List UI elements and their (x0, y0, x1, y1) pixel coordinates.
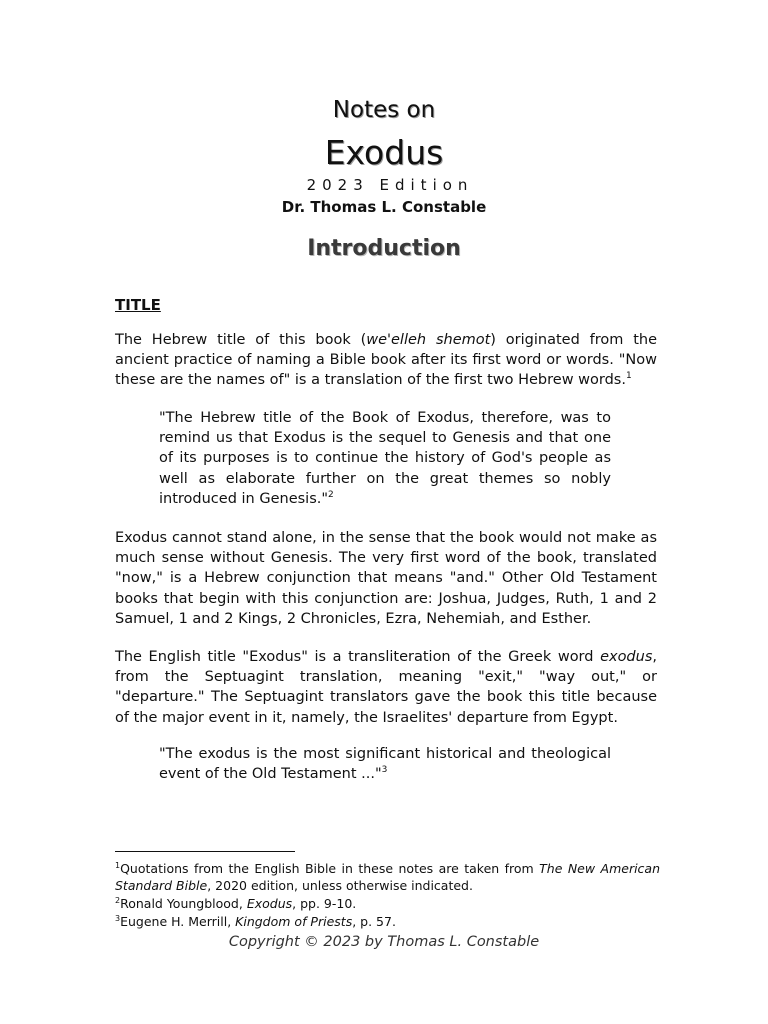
paragraph-genesis-sequel: Exodus cannot stand alone, in the sense that the book would not make as much sense without Genesis. The very first word of the book, translated "now," is a Hebrew conjunction that means "and." Other Old Testament books that begin with this conjunction are: Joshua, Judges, Ruth, 1 and 2 Samuel, 1 and 2 Kings, 2 Chronicles, Ezra, Nehemiah, and Esther. (115, 530, 657, 627)
hebrew-title-italic: we'elleh shemot (366, 332, 491, 348)
footnote-2 (115, 895, 660, 912)
footnote-3 (115, 913, 660, 930)
greek-word-italic: exodus (600, 649, 653, 665)
footnote-ref-3[interactable]: 3 (381, 765, 388, 776)
paragraph-text: The Hebrew title of this book ( (115, 332, 367, 348)
footnote-1 (115, 860, 660, 894)
author-name: Dr. Thomas L. Constable (281, 198, 487, 216)
footnote-text: , pp. 9-10. (292, 896, 357, 911)
block-quote-merrill (159, 744, 611, 784)
paragraph-english-title (115, 647, 657, 728)
section-heading-title: TITLE (115, 296, 161, 314)
footnote-italic: Exodus (246, 896, 293, 911)
footnote-ref-1[interactable]: 1 (625, 371, 632, 382)
footnote-number: 1 (115, 861, 121, 870)
book-title: Exodus (324, 133, 444, 172)
footnote-italic: Kingdom of Priests (235, 914, 353, 929)
footnote-number: 3 (115, 914, 121, 923)
quote-text: "The exodus is the most significant historical and theological event of the Old Testament ..." (159, 746, 611, 783)
footnote-ref-2[interactable]: 2 (328, 489, 334, 500)
block-quote-youngblood (159, 408, 611, 509)
paragraph-text: , from the Septuagint translation, meaning "exit," "way out," or "departure." The Septuagint translators gave the book this title because of the major event in it, namely, the Israelites' departure from Egypt. (115, 649, 657, 726)
header-notes-on: Notes on (332, 97, 436, 123)
footnote-divider (115, 851, 295, 852)
footnote-text: Eugene H. Merrill, (120, 914, 236, 929)
introduction-heading: Introduction (307, 236, 461, 261)
footnote-text: , 2020 edition, unless otherwise indicated. (207, 878, 473, 893)
footnote-number: 2 (115, 896, 121, 905)
footnote-text: Ronald Youngblood, (120, 896, 247, 911)
copyright-notice: Copyright © 2023 by Thomas L. Constable (228, 934, 540, 950)
quote-text: "The Hebrew title of the Book of Exodus, therefore, was to remind us that Exodus is the sequel to Genesis and that one of its purposes is to continue the history of God's people as well as elaborate further on the great themes so nobly introduced in Genesis." (159, 410, 611, 507)
edition-label: 2023 Edition (306, 176, 474, 194)
paragraph-hebrew-title (115, 330, 657, 391)
footnote-text: Quotations from the English Bible in these notes are taken from (120, 861, 540, 876)
footnote-italic: The New American Standard Bible (115, 861, 661, 893)
paragraph-text: ) originated from the ancient practice of naming a Bible book after its first word or words. "Now these are the names of" is a translation of the first two Hebrew words. (115, 332, 657, 389)
paragraph-text: The English title "Exodus" is a transliteration of the Greek word (115, 649, 601, 665)
footnote-text: , p. 57. (352, 914, 396, 929)
